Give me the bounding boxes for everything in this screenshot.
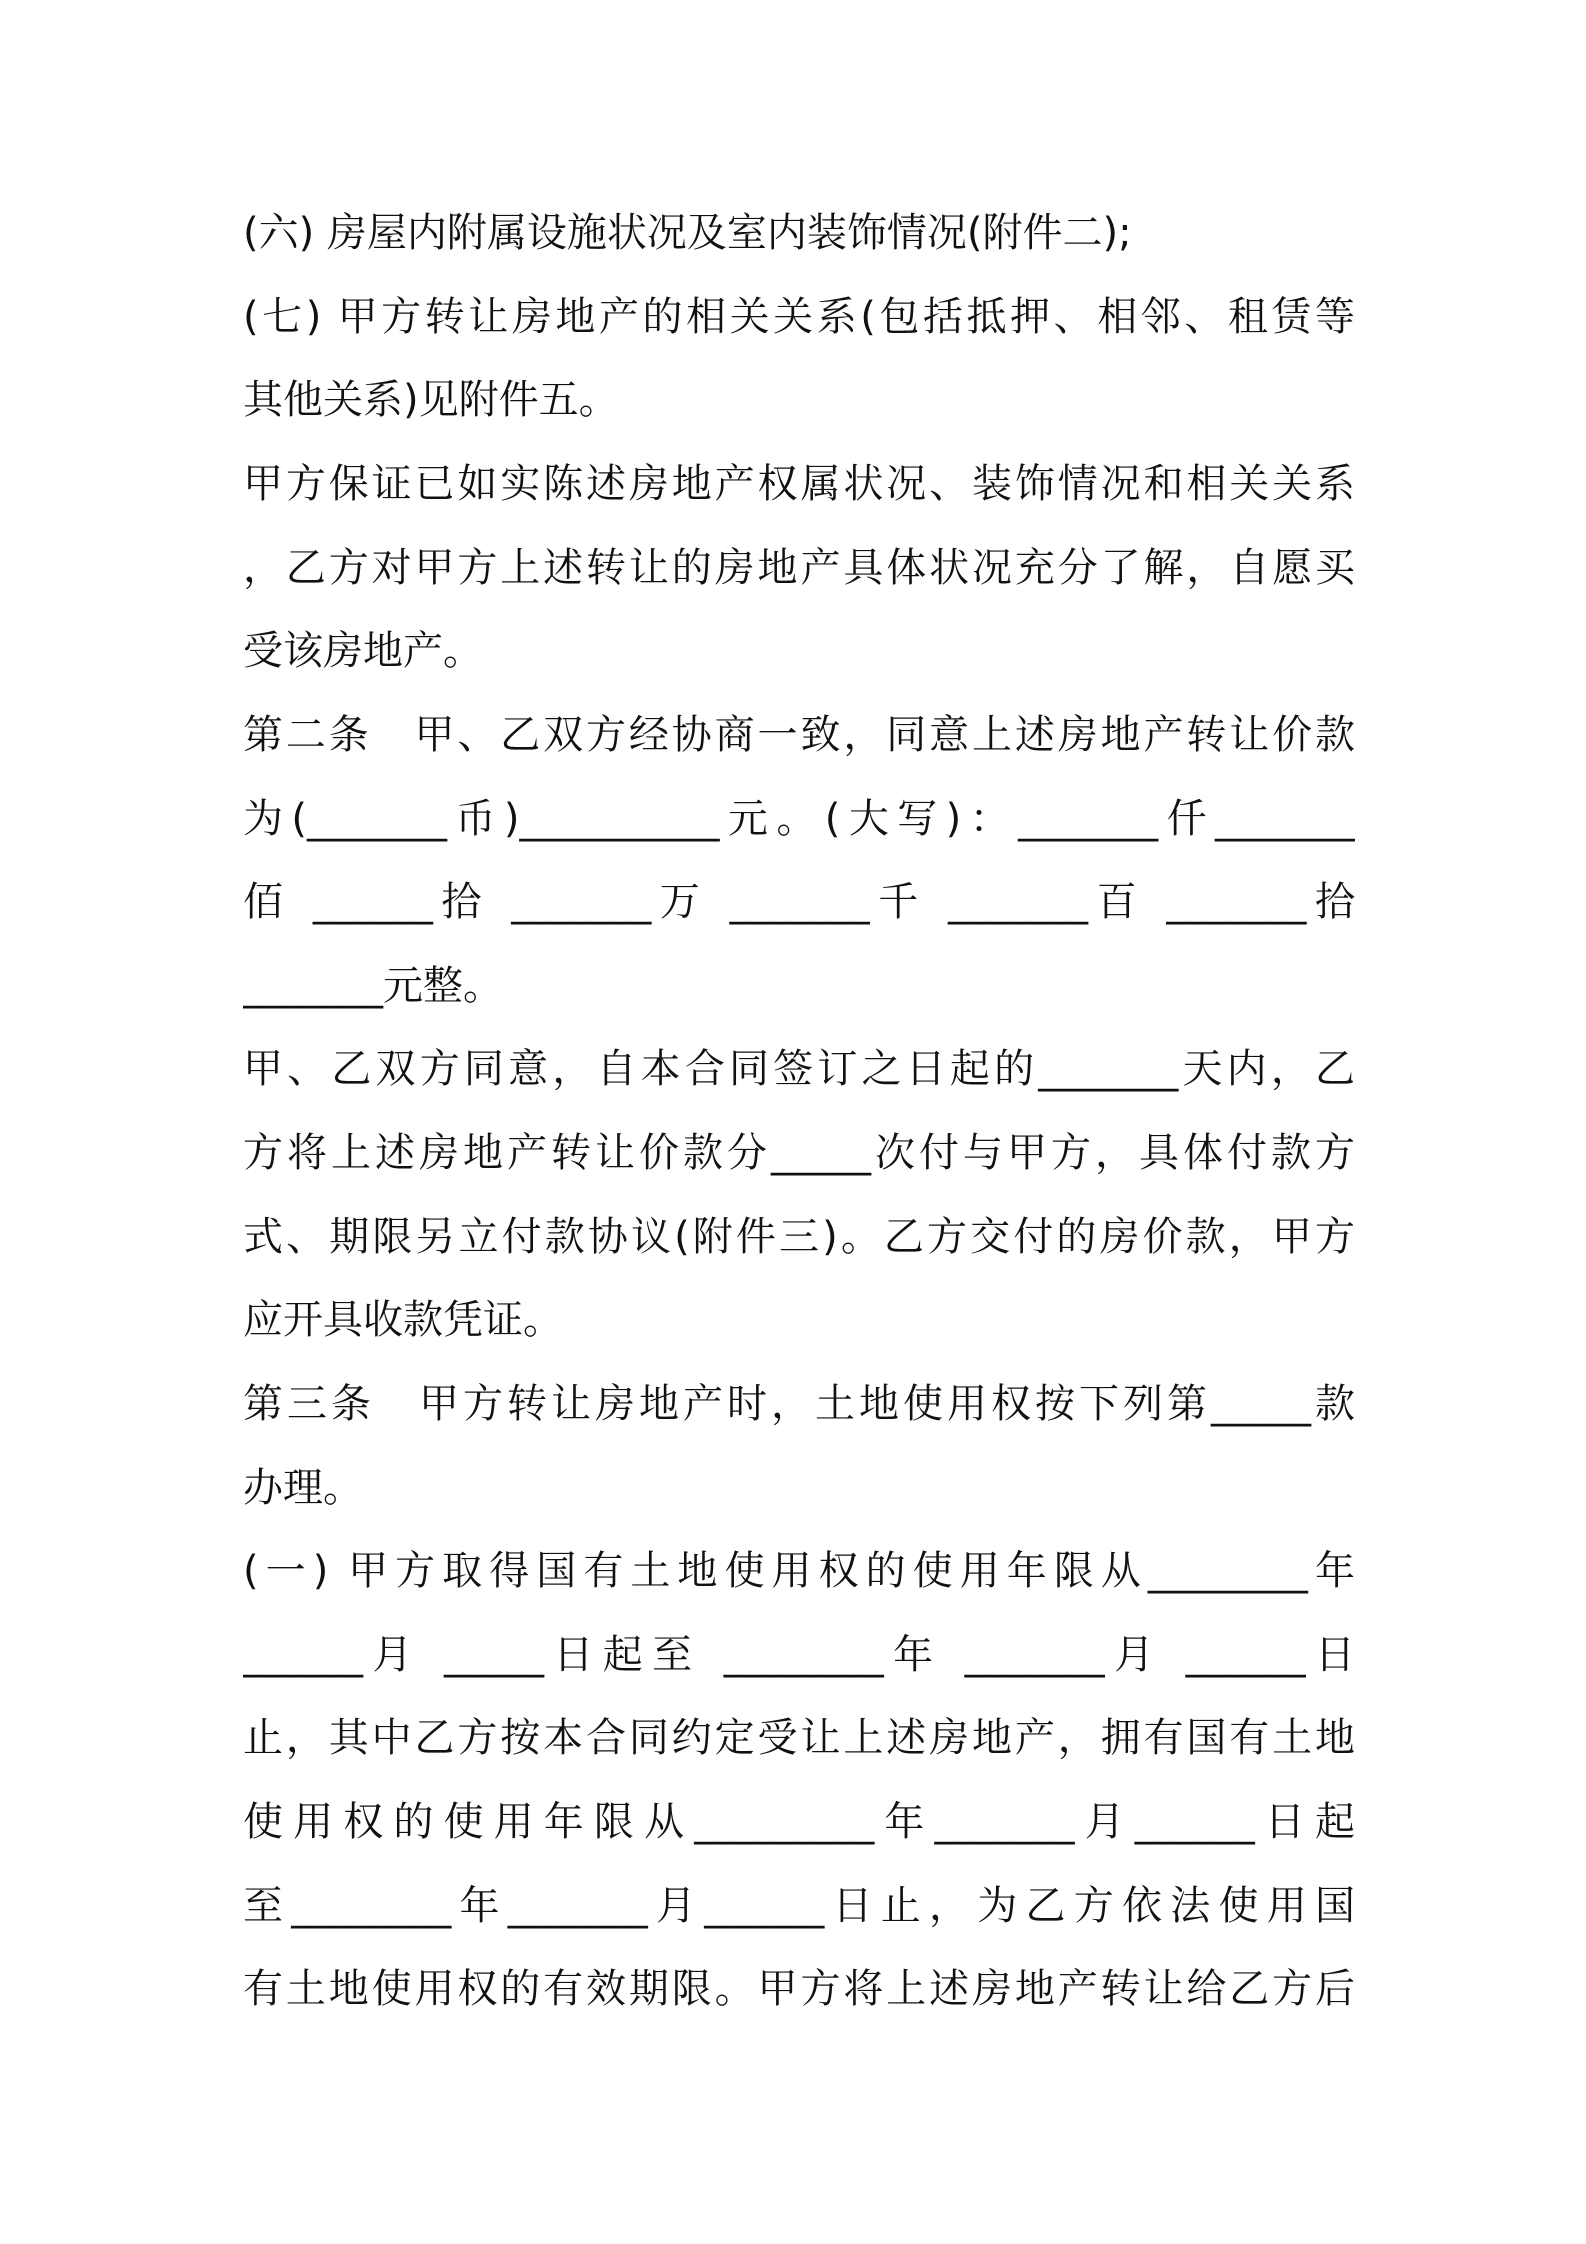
text-line-3: 其他关系)见附件五。 [243,377,619,423]
text-line-10: _______元整。 [243,963,503,1009]
text-line-4: 甲方保证已如实陈述房地产权属状况、装饰情况和相关关系 [243,461,1355,507]
text-line-6: 受该房地产。 [243,628,483,674]
text-line-18: ______月 _____日起至 ________年 _______月 ______日 [243,1632,1355,1678]
text-line-7: 第二条 甲、乙双方经协商一致，同意上述房地产转让价款 [243,712,1355,758]
text-line-12: 方将上述房地产转让价款分_____次付与甲方，具体付款方 [243,1130,1355,1176]
text-line-11: 甲、乙双方同意，自本合同签订之日起的_______天内，乙 [243,1046,1355,1092]
text-line-22: 有土地使用权的有效期限。甲方将上述房地产转让给乙方后 [243,1966,1355,2012]
text-line-15: 第三条 甲方转让房地产时，土地使用权按下列第_____款 [243,1381,1355,1427]
text-line-8: 为(_______币)__________元。(大写)：_______仟_______ [243,796,1355,842]
text-line-19: 止，其中乙方按本合同约定受让上述房地产，拥有国有土地 [243,1715,1355,1761]
text-line-9: 佰 ______拾 _______万 _______千 _______百 _______拾 [243,879,1355,925]
text-line-5: ，乙方对甲方上述转让的房地产具体状况充分了解，自愿买 [243,545,1355,591]
text-line-2: (七) 甲方转让房地产的相关关系(包括抵押、相邻、租赁等 [243,294,1355,340]
text-line-17: (一) 甲方取得国有土地使用权的使用年限从________年 [243,1548,1355,1594]
text-line-20: 使用权的使用年限从_________年_______月______日起 [243,1799,1355,1845]
text-line-14: 应开具收款凭证。 [243,1297,563,1343]
text-line-16: 办理。 [243,1465,363,1511]
text-line-21: 至________年_______月______日止，为乙方依法使用国 [243,1883,1355,1929]
text-line-13: 式、期限另立付款协议(附件三)。乙方交付的房价款，甲方 [243,1214,1355,1260]
text-line-1: (六) 房屋内附属设施状况及室内装饰情况(附件二); [243,210,1132,256]
